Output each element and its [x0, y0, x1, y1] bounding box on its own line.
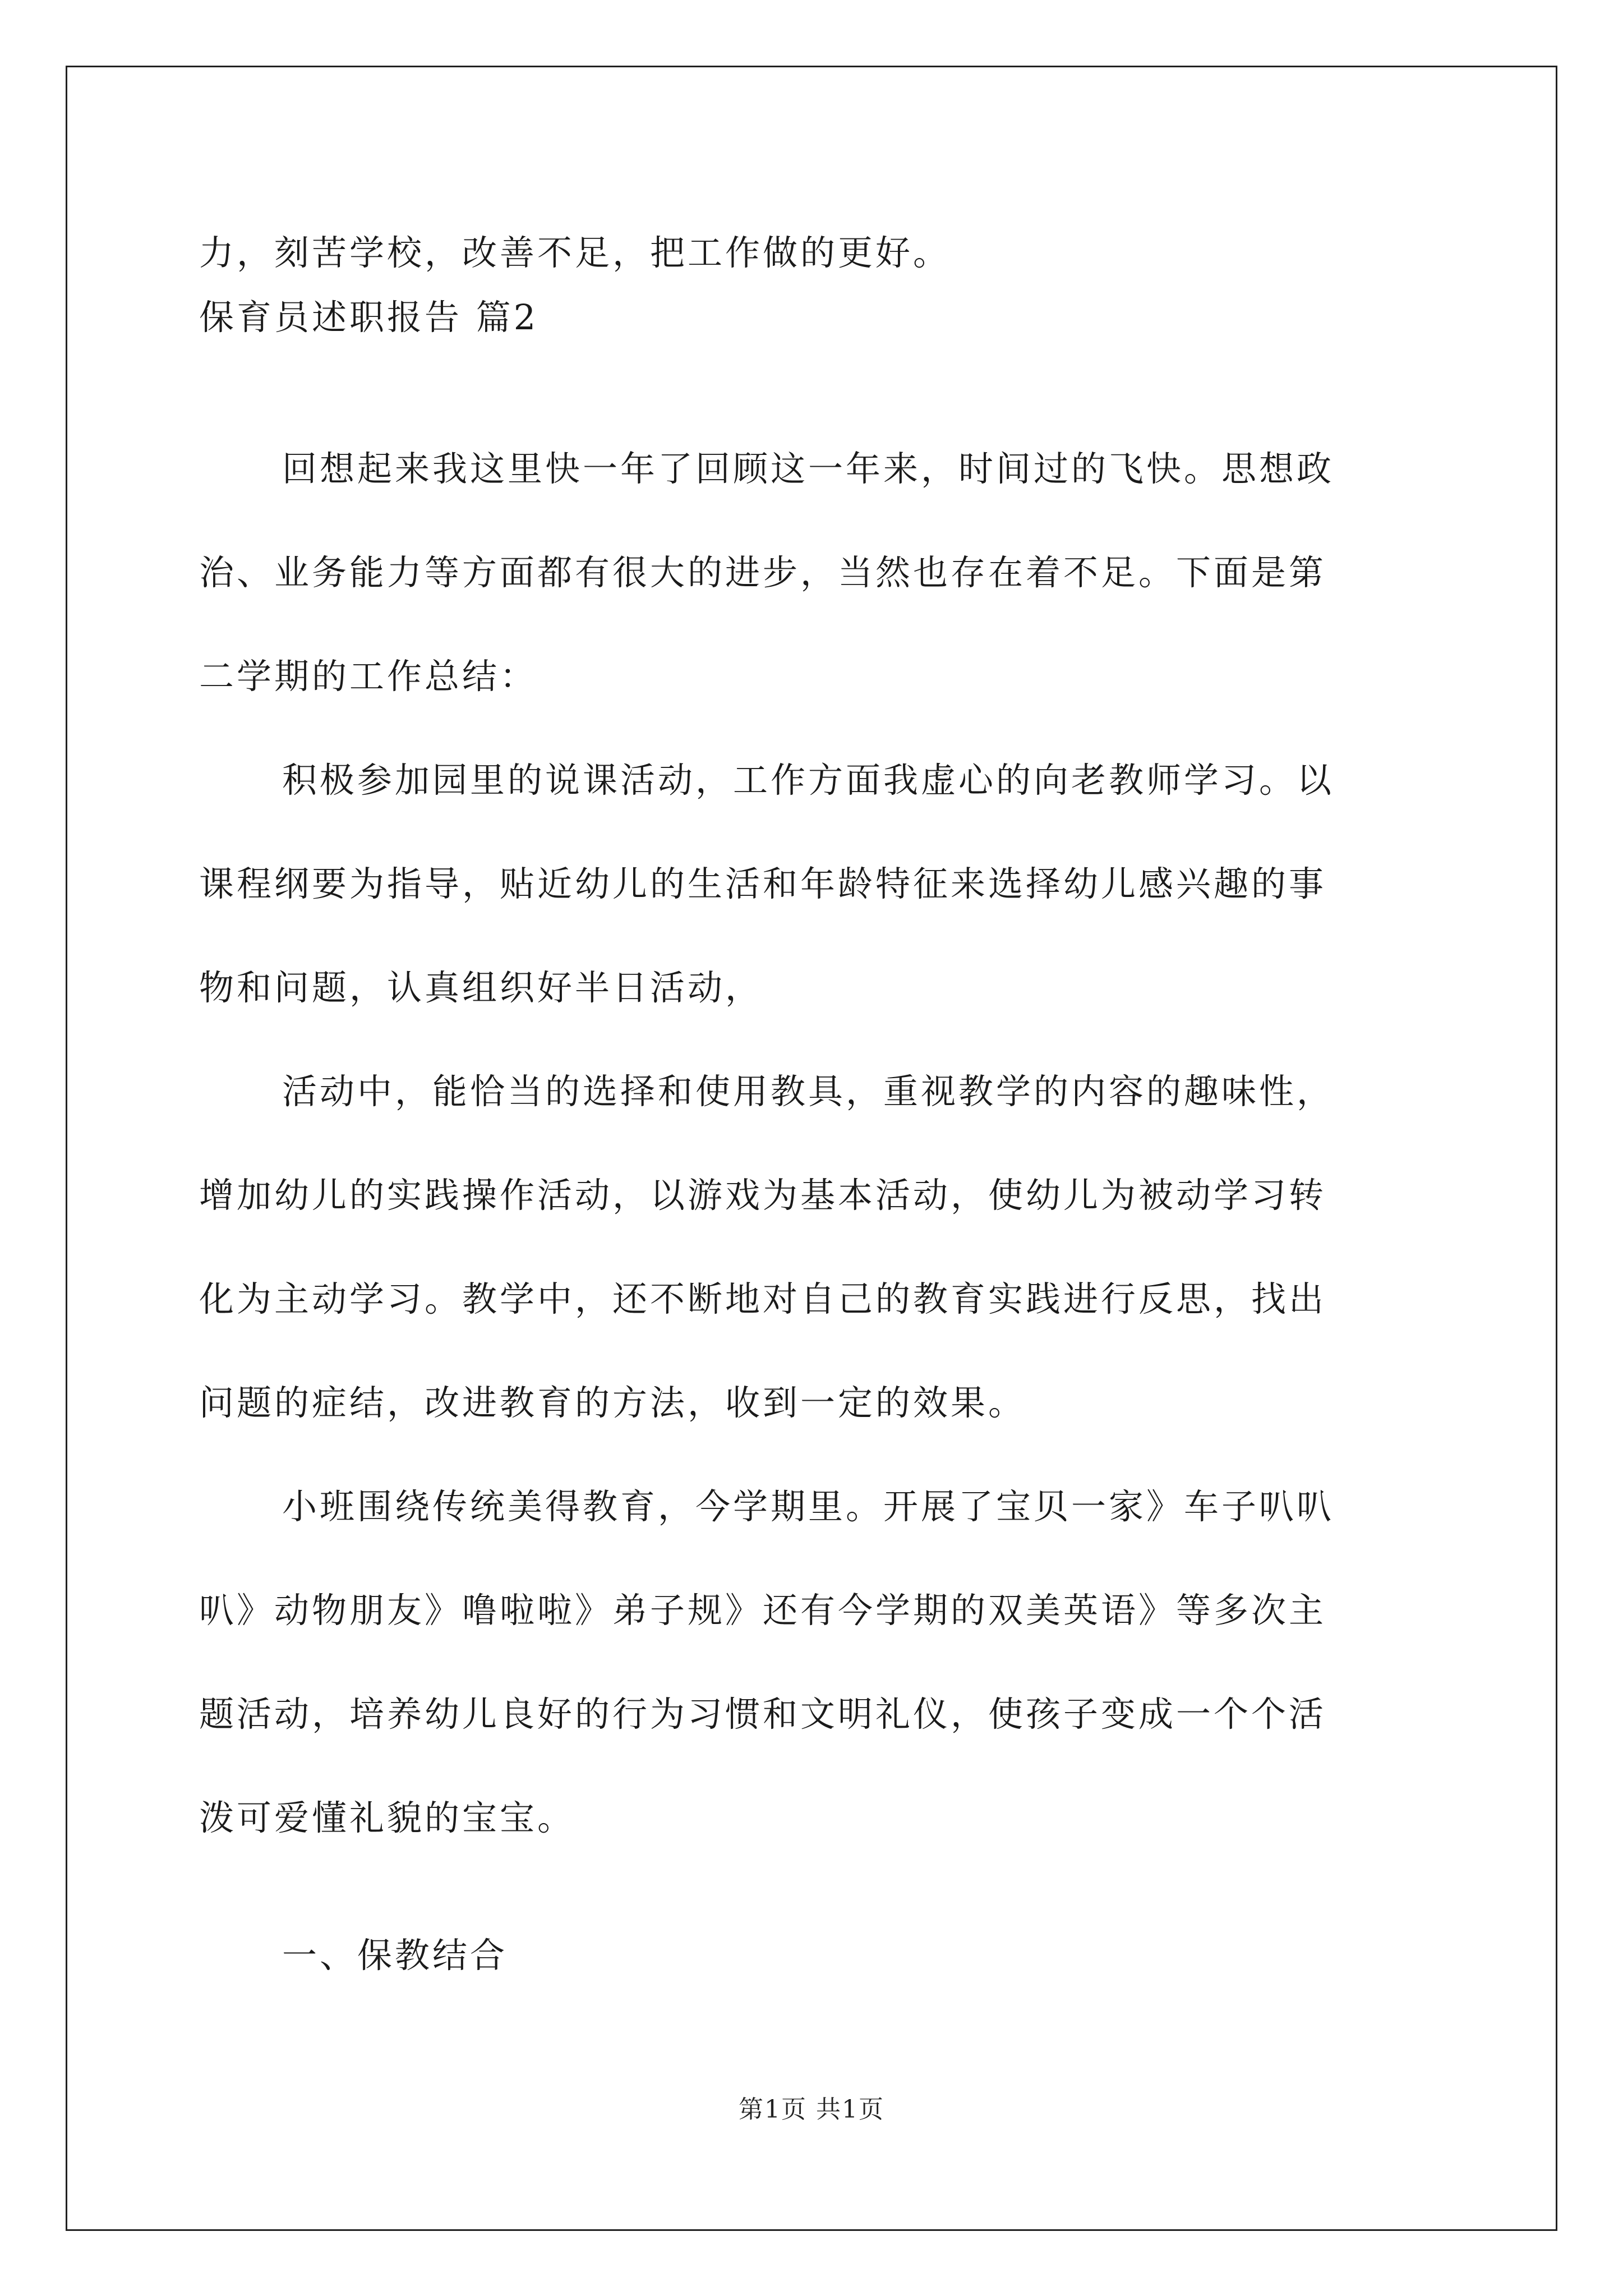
paragraph-line: 活动中，能恰当的选择和使用教具，重视教学的内容的趣味性， [282, 1071, 1335, 1112]
paragraph-line: 力，刻苦学校，改善不足，把工作做的更好。 [199, 232, 951, 273]
section-heading: 保育员述职报告 篇2 [199, 297, 539, 338]
page-number-footer: 第1页 共1页 [739, 2095, 884, 2124]
page-border [66, 66, 1557, 2231]
paragraph-line: 一、保教结合 [282, 1935, 508, 1976]
paragraph-line: 泼可爱懂礼貌的宝宝。 [199, 1797, 575, 1838]
paragraph-line: 问题的症结，改进教育的方法，收到一定的效果。 [199, 1382, 1026, 1423]
paragraph-line: 小班围绕传统美得教育，今学期里。开展了宝贝一家》车子叭叭 [282, 1486, 1335, 1527]
paragraph-line: 化为主动学习。教学中，还不断地对自己的教育实践进行反思，找出 [199, 1278, 1327, 1319]
paragraph-line: 治、业务能力等方面都有很大的进步，当然也存在着不足。下面是第 [199, 552, 1327, 593]
paragraph-line: 题活动，培养幼儿良好的行为习惯和文明礼仪，使孩子变成一个个活 [199, 1694, 1327, 1734]
paragraph-line: 回想起来我这里快一年了回顾这一年来，时间过的飞快。思想政 [282, 448, 1335, 489]
paragraph-line: 积极参加园里的说课活动，工作方面我虚心的向老教师学习。以 [282, 760, 1335, 800]
paragraph-line: 物和问题，认真组织好半日活动， [199, 967, 763, 1008]
paragraph-line: 叭》动物朋友》噜啦啦》弟子规》还有今学期的双美英语》等多次主 [199, 1590, 1327, 1631]
paragraph-line: 二学期的工作总结： [199, 656, 538, 697]
paragraph-line: 课程纲要为指导，贴近幼儿的生活和年龄特征来选择幼儿感兴趣的事 [199, 863, 1327, 904]
paragraph-line: 增加幼儿的实践操作活动，以游戏为基本活动，使幼儿为被动学习转 [199, 1175, 1327, 1216]
